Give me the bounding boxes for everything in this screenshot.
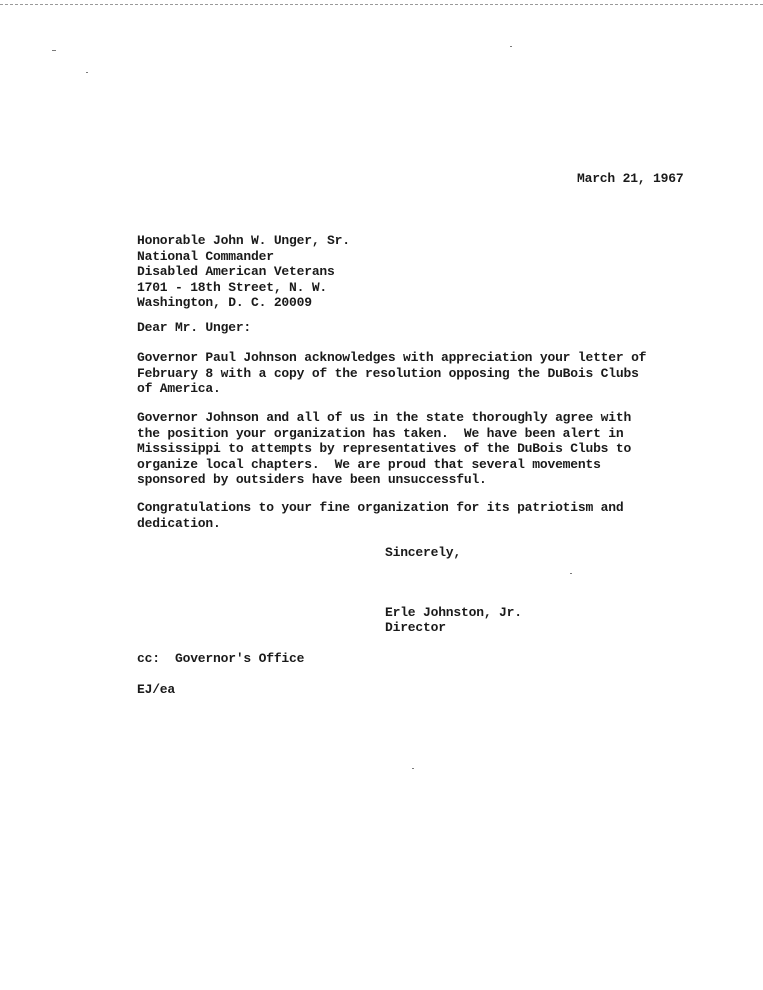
cc-line: cc: Governor's Office [137, 651, 305, 666]
paragraph-line: organize local chapters. We are proud that several movements [137, 456, 601, 472]
body-paragraph-2 [137, 410, 631, 488]
address-line: Honorable John W. Unger, Sr. [137, 233, 350, 248]
paragraph-line: Congratulations to your fine organization for its patriotism and [137, 500, 624, 515]
recipient-address [137, 233, 350, 311]
body-paragraph-1 [137, 350, 646, 397]
address-line: National Commander [137, 248, 274, 264]
address-line: Washington, D. C. 20009 [137, 295, 312, 310]
paragraph-line: February 8 with a copy of the resolution opposing the DuBois Clubs [137, 365, 639, 381]
signer-title: Director [385, 620, 446, 635]
signer-name: Erle Johnston, Jr. [385, 605, 522, 620]
paragraph-line: Mississippi to attempts by representatives of the DuBois Clubs to [137, 441, 632, 456]
closing: Sincerely, [385, 545, 462, 560]
scan-speck [86, 72, 88, 73]
typist-initials: EJ/ea [137, 682, 176, 697]
paragraph-line: dedication. [137, 515, 221, 531]
letter-date: March 21, 1967 [577, 171, 684, 186]
body-paragraph-3 [137, 500, 623, 531]
scan-top-edge [0, 4, 763, 5]
address-line: 1701 - 18th Street, N. W. [137, 279, 328, 295]
scan-speck [412, 768, 414, 769]
salutation: Dear Mr. Unger: [137, 320, 252, 335]
scan-speck [570, 573, 572, 574]
scan-speck [510, 46, 512, 47]
paragraph-line: sponsored by outsiders have been unsuccessful. [137, 472, 487, 487]
paragraph-line: of America. [137, 381, 221, 396]
paragraph-line: the position your organization has taken. We have been alert in [137, 425, 624, 441]
paragraph-line: Governor Paul Johnson acknowledges with appreciation your letter of [137, 350, 647, 365]
paragraph-line: Governor Johnson and all of us in the state thoroughly agree with [137, 410, 632, 425]
scan-speck [52, 50, 56, 51]
address-line: Disabled American Veterans [137, 264, 335, 279]
